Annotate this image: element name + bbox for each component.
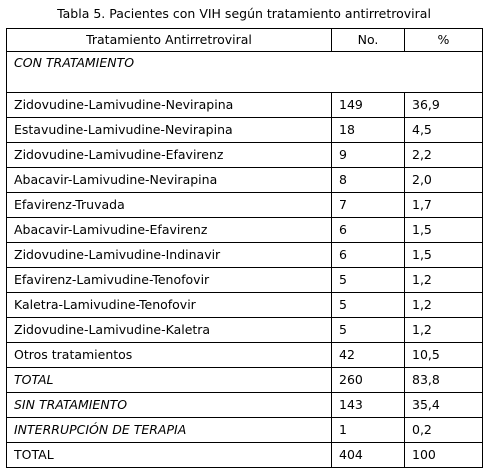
table-row [7, 343, 483, 368]
patient-count: 260 [332, 368, 405, 393]
treatment-name: Kaletra-Lamivudine-Tenofovir [7, 293, 332, 318]
table-row [7, 243, 483, 268]
treatment-name: Zidovudine-Lamivudine-Efavirenz [7, 143, 332, 168]
patient-count: 404 [332, 443, 405, 468]
patient-count: 6 [332, 218, 405, 243]
percentage: 1,5 [405, 218, 483, 243]
percentage: 10,5 [405, 343, 483, 368]
percentage: 100 [405, 443, 483, 468]
table-row [7, 268, 483, 293]
patient-count: 8 [332, 168, 405, 193]
table-row [7, 93, 483, 118]
treatment-name: Otros tratamientos [7, 343, 332, 368]
treatment-name: Zidovudine-Lamivudine-Indinavir [7, 243, 332, 268]
treatment-name: SIN TRATAMIENTO [7, 393, 332, 418]
table-row [7, 118, 483, 143]
percentage: 36,9 [405, 93, 483, 118]
percentage: 1,2 [405, 318, 483, 343]
section-label: CON TRATAMIENTO [7, 52, 483, 93]
patient-count: 149 [332, 93, 405, 118]
header-row [7, 29, 483, 52]
treatment-name: Efavirenz-Lamivudine-Tenofovir [7, 268, 332, 293]
treatment-name: Estavudine-Lamivudine-Nevirapina [7, 118, 332, 143]
treatment-table [6, 28, 483, 468]
table-caption: Tabla 5. Pacientes con VIH según tratamiento antirretroviral [57, 6, 431, 21]
percentage: 2,0 [405, 168, 483, 193]
treatment-name: INTERRUPCIÓN DE TERAPIA [7, 418, 332, 443]
percentage: 2,2 [405, 143, 483, 168]
header-treatment: Tratamiento Antirretroviral [7, 29, 332, 52]
table-row [7, 418, 483, 443]
patient-count: 42 [332, 343, 405, 368]
treatment-name: Efavirenz-Truvada [7, 193, 332, 218]
percentage: 1,2 [405, 268, 483, 293]
treatment-name: TOTAL [7, 443, 332, 468]
table-row [7, 318, 483, 343]
patient-count: 9 [332, 143, 405, 168]
patient-count: 143 [332, 393, 405, 418]
percentage: 1,2 [405, 293, 483, 318]
section-con-tratamiento [7, 52, 483, 93]
table-row [7, 443, 483, 468]
patient-count: 5 [332, 318, 405, 343]
percentage: 83,8 [405, 368, 483, 393]
treatment-name: Zidovudine-Lamivudine-Nevirapina [7, 93, 332, 118]
patient-count: 5 [332, 268, 405, 293]
patient-count: 18 [332, 118, 405, 143]
table-row [7, 168, 483, 193]
table-row [7, 193, 483, 218]
table-row [7, 218, 483, 243]
patient-count: 5 [332, 293, 405, 318]
treatment-name: Zidovudine-Lamivudine-Kaletra [7, 318, 332, 343]
table-row [7, 293, 483, 318]
percentage: 4,5 [405, 118, 483, 143]
header-percent: % [405, 29, 483, 52]
patient-count: 7 [332, 193, 405, 218]
percentage: 0,2 [405, 418, 483, 443]
treatment-name: Abacavir-Lamivudine-Nevirapina [7, 168, 332, 193]
treatment-name: TOTAL [7, 368, 332, 393]
table-row [7, 393, 483, 418]
percentage: 35,4 [405, 393, 483, 418]
treatment-name: Abacavir-Lamivudine-Efavirenz [7, 218, 332, 243]
table-row [7, 143, 483, 168]
patient-count: 6 [332, 243, 405, 268]
percentage: 1,7 [405, 193, 483, 218]
header-number: No. [332, 29, 405, 52]
percentage: 1,5 [405, 243, 483, 268]
table-row [7, 368, 483, 393]
patient-count: 1 [332, 418, 405, 443]
